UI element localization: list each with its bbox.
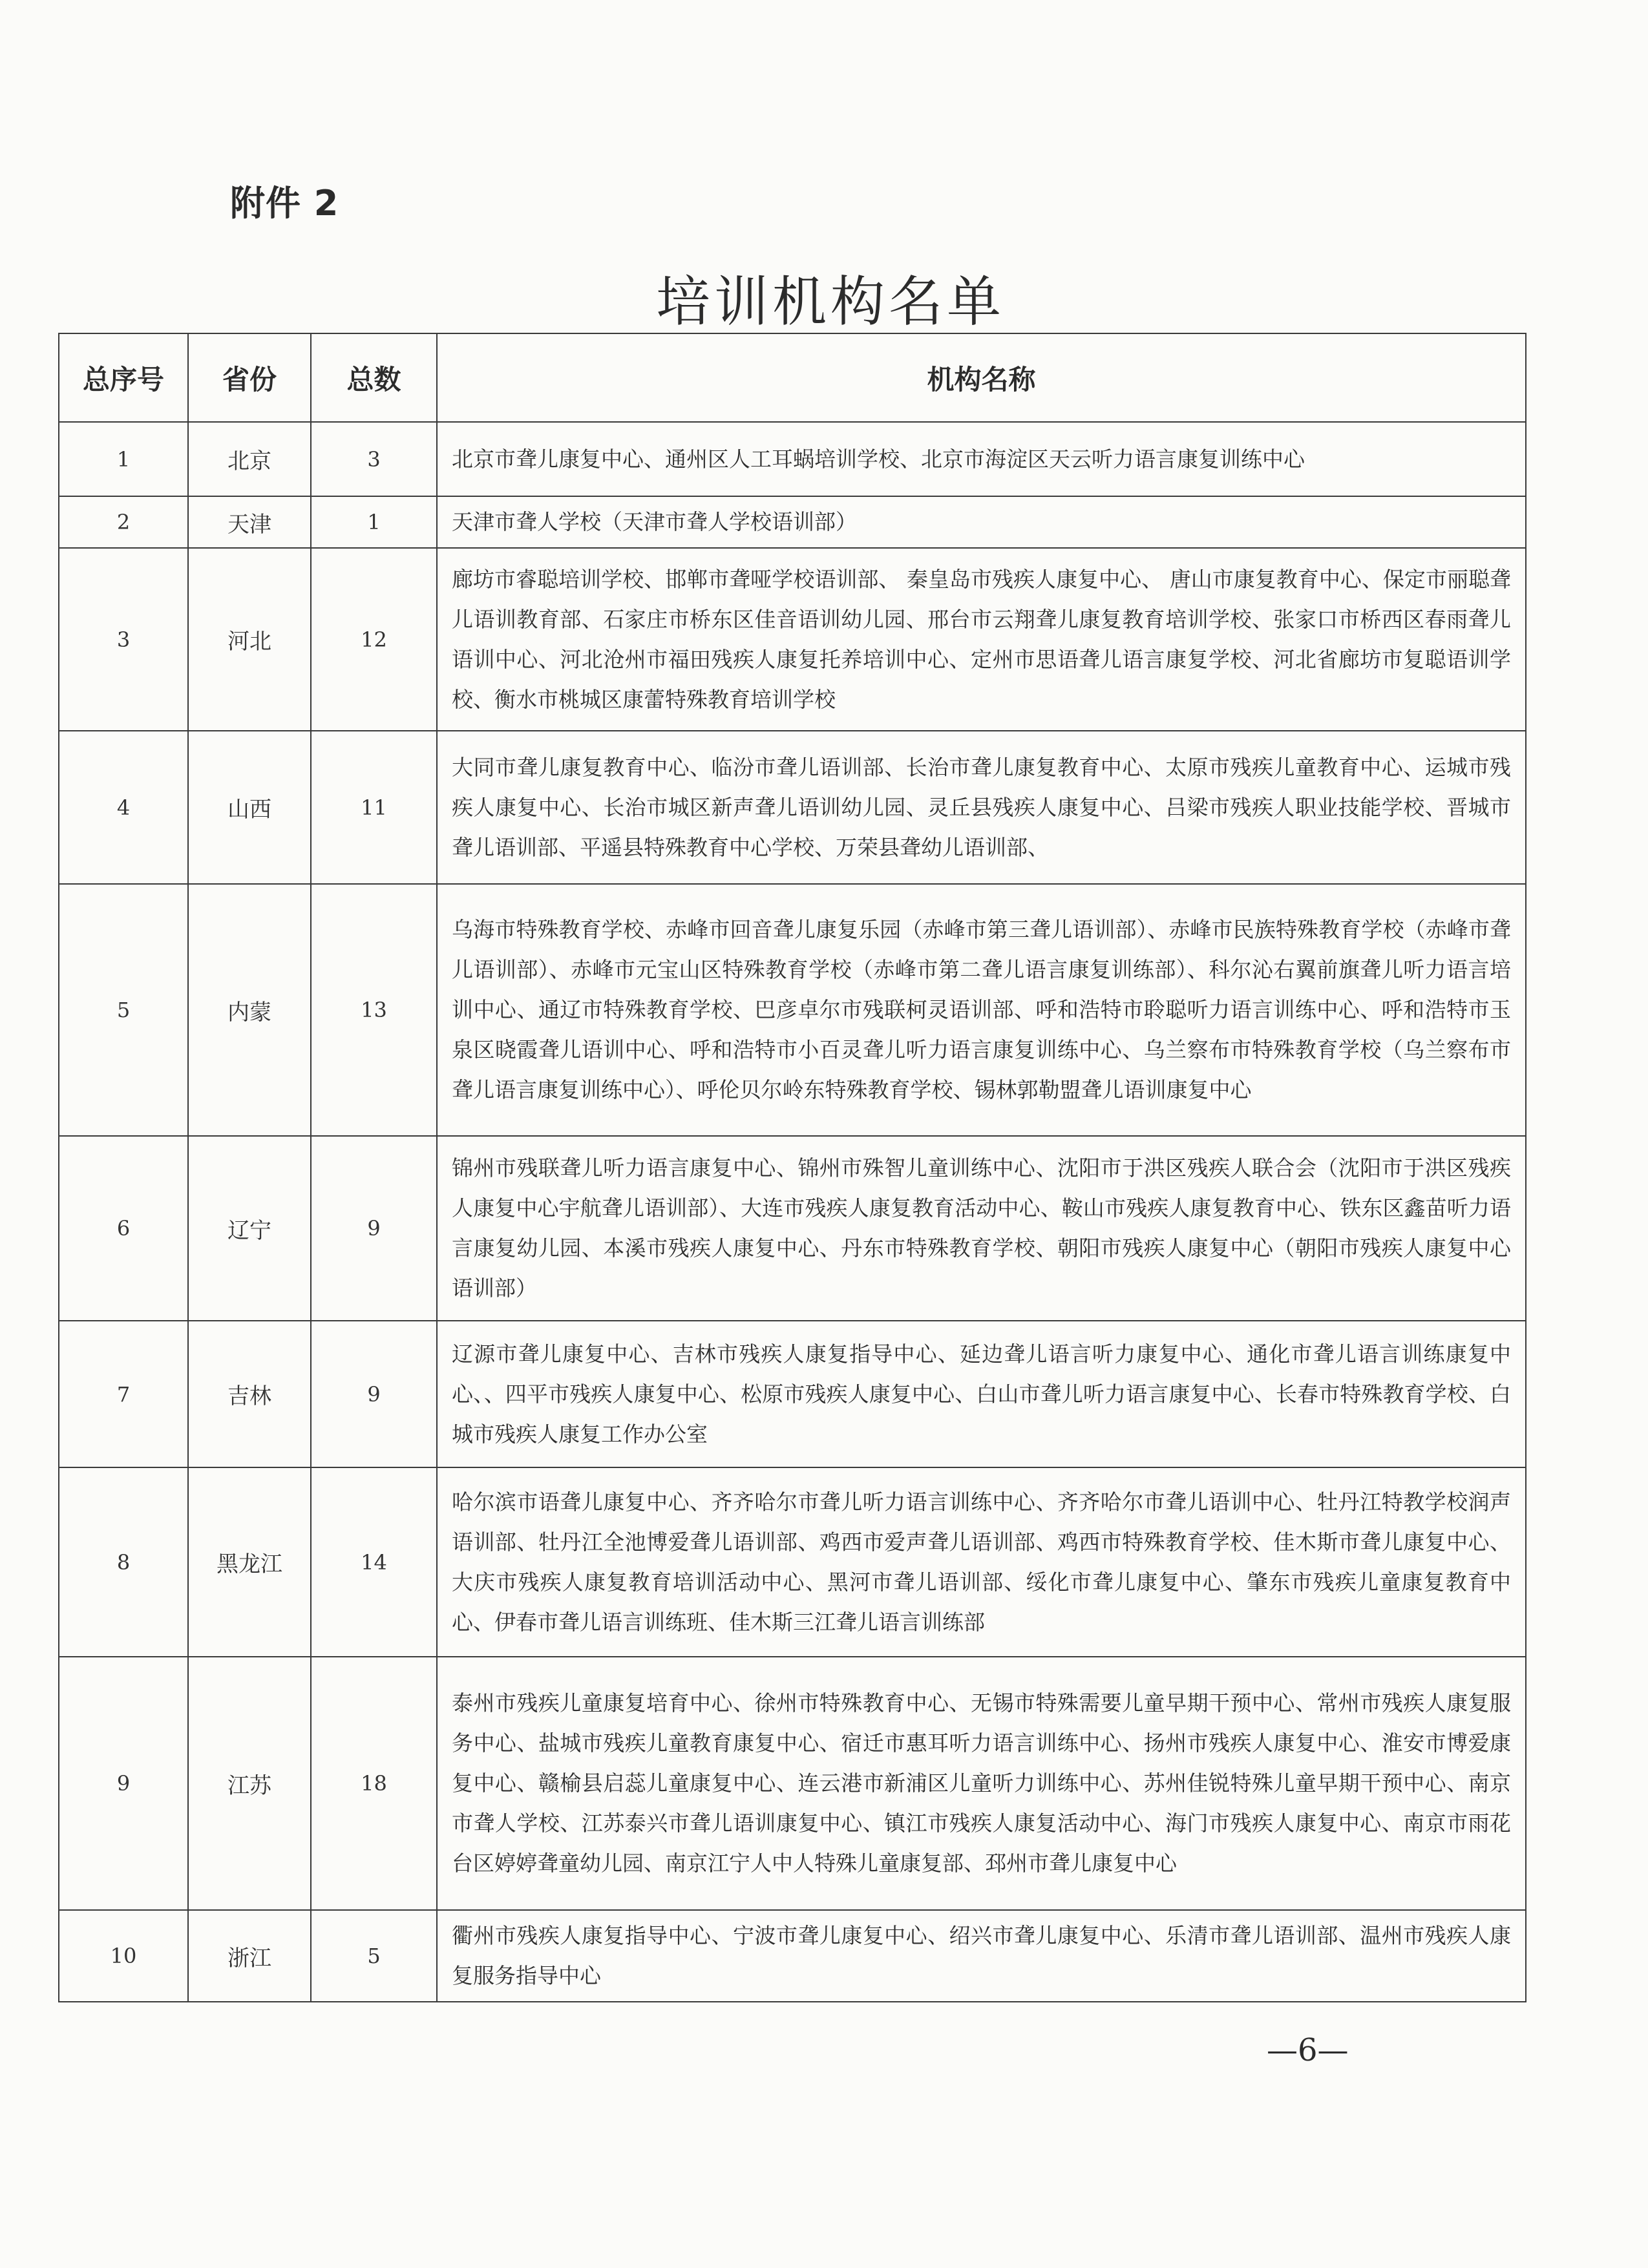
row-institutions: 廊坊市睿聪培训学校、邯郸市聋哑学校语训部、 秦皇岛市残疾人康复中心、 唐山市康复教育中心、保定市丽聪聋儿语训教育部、石家庄市桥东区佳音语训幼儿园、邢台市云翔聋儿康复教育培训学校、张家口市桥西区春雨聋儿语训中心、河北沧州市福田残疾人康复托养培训中心、定州市思语聋儿语言康复学校、河北省廊坊市复聪语训学校、衡水市桃城区康蕾特殊教育培训学校 — [437, 548, 1526, 731]
table-row — [59, 884, 1526, 1136]
row-province: 黑龙江 — [188, 1467, 311, 1657]
header-count: 总数 — [311, 333, 437, 422]
row-count: 5 — [311, 1910, 437, 2002]
table-row — [59, 548, 1526, 731]
row-institutions: 锦州市残联聋儿听力语言康复中心、锦州市殊智儿童训练中心、沈阳市于洪区残疾人联合会（沈阳市于洪区残疾人康复中心宇航聋儿语训部）、大连市残疾人康复教育活动中心、鞍山市残疾人康复教育中心、铁东区鑫苗听力语言康复幼儿园、本溪市残疾人康复中心、丹东市特殊教育学校、朝阳市残疾人康复中心（朝阳市残疾人康复中心语训部） — [437, 1136, 1526, 1321]
table-row — [59, 731, 1526, 884]
row-province: 辽宁 — [188, 1136, 311, 1321]
row-province: 河北 — [188, 548, 311, 731]
row-province: 内蒙 — [188, 884, 311, 1136]
row-seq: 9 — [59, 1657, 188, 1910]
row-count: 12 — [311, 548, 437, 731]
row-province: 天津 — [188, 496, 311, 548]
row-count: 18 — [311, 1657, 437, 1910]
page-number: —6— — [1267, 2032, 1349, 2068]
row-province: 浙江 — [188, 1910, 311, 2002]
row-seq: 2 — [59, 496, 188, 548]
row-seq: 4 — [59, 731, 188, 884]
institution-table — [58, 333, 1527, 2002]
row-count: 9 — [311, 1321, 437, 1467]
row-institutions: 乌海市特殊教育学校、赤峰市回音聋儿康复乐园（赤峰市第三聋儿语训部）、赤峰市民族特殊教育学校（赤峰市聋儿语训部）、赤峰市元宝山区特殊教育学校（赤峰市第二聋儿语言康复训练部）、科尔沁右翼前旗聋儿听力语言培训中心、通辽市特殊教育学校、巴彦卓尔市残联柯灵语训部、呼和浩特市聆聪听力语言训练中心、呼和浩特市玉泉区晓霞聋儿语训中心、呼和浩特市小百灵聋儿听力语言康复训练中心、乌兰察布市特殊教育学校（乌兰察布市聋儿语言康复训练中心）、呼伦贝尔岭东特殊教育学校、锡林郭勒盟聋儿语训康复中心 — [437, 884, 1526, 1136]
row-seq: 3 — [59, 548, 188, 731]
row-province: 吉林 — [188, 1321, 311, 1467]
header-province: 省份 — [188, 333, 311, 422]
row-province: 山西 — [188, 731, 311, 884]
row-institutions: 衢州市残疾人康复指导中心、宁波市聋儿康复中心、绍兴市聋儿康复中心、乐清市聋儿语训部、温州市残疾人康复服务指导中心 — [437, 1910, 1526, 2002]
row-count: 3 — [311, 422, 437, 496]
table-row — [59, 422, 1526, 496]
row-seq: 7 — [59, 1321, 188, 1467]
row-province: 北京 — [188, 422, 311, 496]
row-province: 江苏 — [188, 1657, 311, 1910]
row-institutions: 天津市聋人学校（天津市聋人学校语训部） — [437, 496, 1526, 548]
document-title: 培训机构名单 — [655, 270, 1005, 333]
row-seq: 5 — [59, 884, 188, 1136]
table-row — [59, 1321, 1526, 1467]
row-seq: 8 — [59, 1467, 188, 1657]
header-institution-name: 机构名称 — [437, 333, 1526, 422]
row-seq: 10 — [59, 1910, 188, 2002]
header-seq: 总序号 — [59, 333, 188, 422]
row-count: 11 — [311, 731, 437, 884]
row-seq: 1 — [59, 422, 188, 496]
table-row — [59, 496, 1526, 548]
row-seq: 6 — [59, 1136, 188, 1321]
table-row — [59, 1136, 1526, 1321]
row-institutions: 大同市聋儿康复教育中心、临汾市聋儿语训部、长治市聋儿康复教育中心、太原市残疾儿童教育中心、运城市残疾人康复中心、长治市城区新声聋儿语训幼儿园、灵丘县残疾人康复中心、吕梁市残疾人职业技能学校、晋城市聋儿语训部、平遥县特殊教育中心学校、万荣县聋幼儿语训部、 — [437, 731, 1526, 884]
table-row — [59, 1910, 1526, 2002]
row-institutions: 北京市聋儿康复中心、通州区人工耳蜗培训学校、北京市海淀区天云听力语言康复训练中心 — [437, 422, 1526, 496]
row-count: 9 — [311, 1136, 437, 1321]
row-count: 1 — [311, 496, 437, 548]
row-count: 13 — [311, 884, 437, 1136]
table-header-row — [59, 333, 1526, 422]
row-institutions: 辽源市聋儿康复中心、吉林市残疾人康复指导中心、延边聋儿语言听力康复中心、通化市聋儿语言训练康复中心、、四平市残疾人康复中心、松原市残疾人康复中心、白山市聋儿听力语言康复中心、长春市特殊教育学校、白城市残疾人康复工作办公室 — [437, 1321, 1526, 1467]
row-institutions: 泰州市残疾儿童康复培育中心、徐州市特殊教育中心、无锡市特殊需要儿童早期干预中心、常州市残疾人康复服务中心、盐城市残疾儿童教育康复中心、宿迁市惠耳听力语言训练中心、扬州市残疾人康复中心、淮安市博爱康复中心、赣榆县启蕊儿童康复中心、连云港市新浦区儿童听力训练中心、苏州佳锐特殊儿童早期干预中心、南京市聋人学校、江苏泰兴市聋儿语训康复中心、镇江市残疾人康复活动中心、海门市残疾人康复中心、南京市雨花台区婷婷聋童幼儿园、南京江宁人中人特殊儿童康复部、邳州市聋儿康复中心 — [437, 1657, 1526, 1910]
table-row — [59, 1657, 1526, 1910]
table-row — [59, 1467, 1526, 1657]
row-institutions: 哈尔滨市语聋儿康复中心、齐齐哈尔市聋儿听力语言训练中心、齐齐哈尔市聋儿语训中心、牡丹江特教学校润声语训部、牡丹江全池博爱聋儿语训部、鸡西市爱声聋儿语训部、鸡西市特殊教育学校、佳木斯市聋儿康复中心、大庆市残疾人康复教育培训活动中心、黑河市聋儿语训部、绥化市聋儿康复中心、肇东市残疾儿童康复教育中心、伊春市聋儿语言训练班、佳木斯三江聋儿语言训练部 — [437, 1467, 1526, 1657]
attachment-label: 附件 2 — [230, 183, 339, 224]
row-count: 14 — [311, 1467, 437, 1657]
